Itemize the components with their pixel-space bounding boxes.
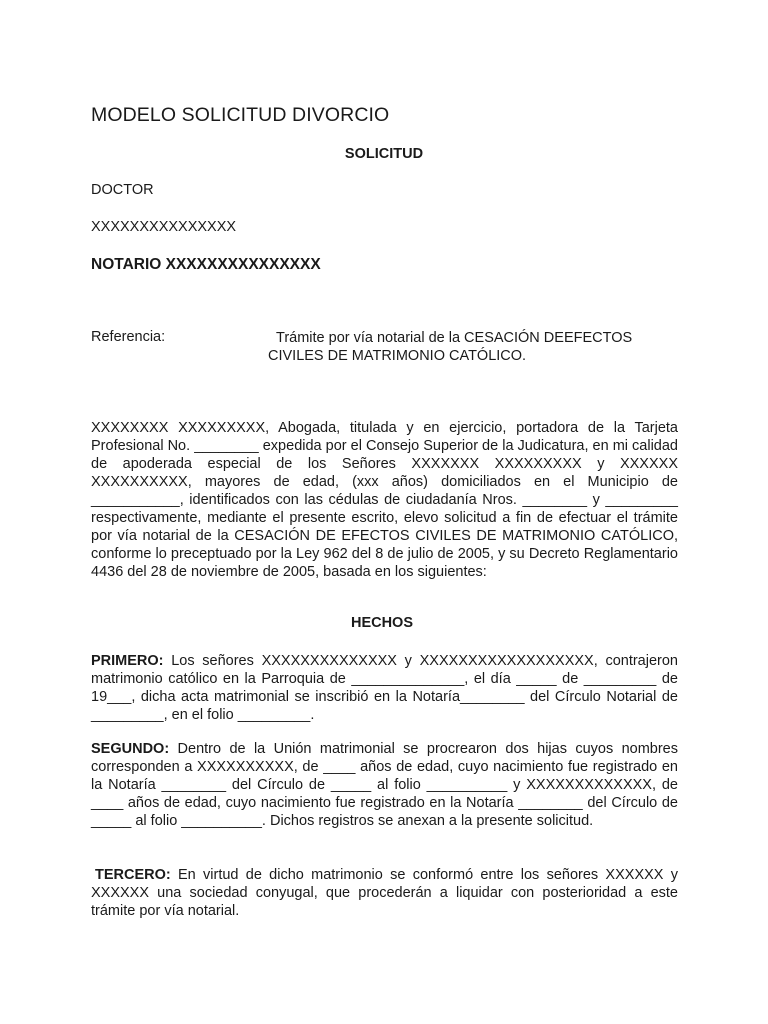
document-title: MODELO SOLICITUD DIVORCIO (91, 104, 390, 126)
fact-tercero-lead: TERCERO: (95, 867, 171, 883)
recipient-title: DOCTOR (91, 182, 154, 198)
reference-text: Trámite por vía notarial de la CESACIÓN DEEFECTOS CIVILES DE MATRIMONIO CATÓLICO. (268, 330, 633, 364)
fact-tercero-text: En virtud de dicho matrimonio se conformó entre los señores XXXXXX y XXXXXX una sociedad conyugal, que procederán a liquidar con posterioridad a este trámite por vía notarial. (91, 867, 678, 919)
fact-segundo (91, 740, 678, 830)
fact-segundo-text: Dentro de la Unión matrimonial se procrearon dos hijas cuyos nombres corresponden a XXXXXXXXXX, de ____ años de edad, cuyo nacimiento fue registrado en la Notaría ________ del Círculo de _____ al folio __________ y XXXXXXXXXXXXX, de ____ años de edad, cuyo nacimiento fue registrado en la Notaría ________ del Círculo de _____ al folio __________. Dichos registros se anexan a la presente solicitud. (91, 741, 678, 829)
recipient-name: XXXXXXXXXXXXXXX (91, 219, 237, 235)
facts-heading: HECHOS (350, 615, 414, 631)
fact-primero (91, 652, 678, 724)
document-subtitle: SOLICITUD (344, 146, 424, 162)
fact-segundo-lead: SEGUNDO: (91, 741, 170, 757)
reference-label: Referencia: (91, 329, 166, 345)
intro-paragraph: XXXXXXXX XXXXXXXXX, Abogada, titulada y en ejercicio, portadora de la Tarjeta Profesional No. ________ expedida por el Consejo Superior de la Judicatura, en mi calidad de apoderada especial de los Señores XXXXXXX XXXXXXXXX y XXXXXX XXXXXXXXXX, mayores de edad, (xxx años) domiciliados en el Municipio de ___________, identificados con las cédulas de ciudadanía Nros. ________ y _________ respectivamente, mediante el presente escrito, elevo solicitud a fin de efectuar el trámite por vía notarial de la CESACIÓN DE EFECTOS CIVILES DE MATRIMONIO CATÓLICO, conforme lo preceptuado por la Ley 962 del 8 de julio de 2005, y su Decreto Reglamentario 4436 del 28 de noviembre de 2005, basada en los siguientes: (91, 420, 678, 580)
fact-primero-lead: PRIMERO: (91, 653, 164, 669)
fact-primero-text: Los señores XXXXXXXXXXXXXX y XXXXXXXXXXXXXXXXXX, contrajeron matrimonio católico en la Parroquia de ______________, el día _____ de _________ de 19___, dicha acta matrimonial se inscribió en la Notaría________ del Círculo Notarial de _________, en el folio _________. (91, 653, 678, 723)
fact-tercero (91, 866, 678, 920)
notary-line: NOTARIO XXXXXXXXXXXXXXX (91, 256, 321, 273)
